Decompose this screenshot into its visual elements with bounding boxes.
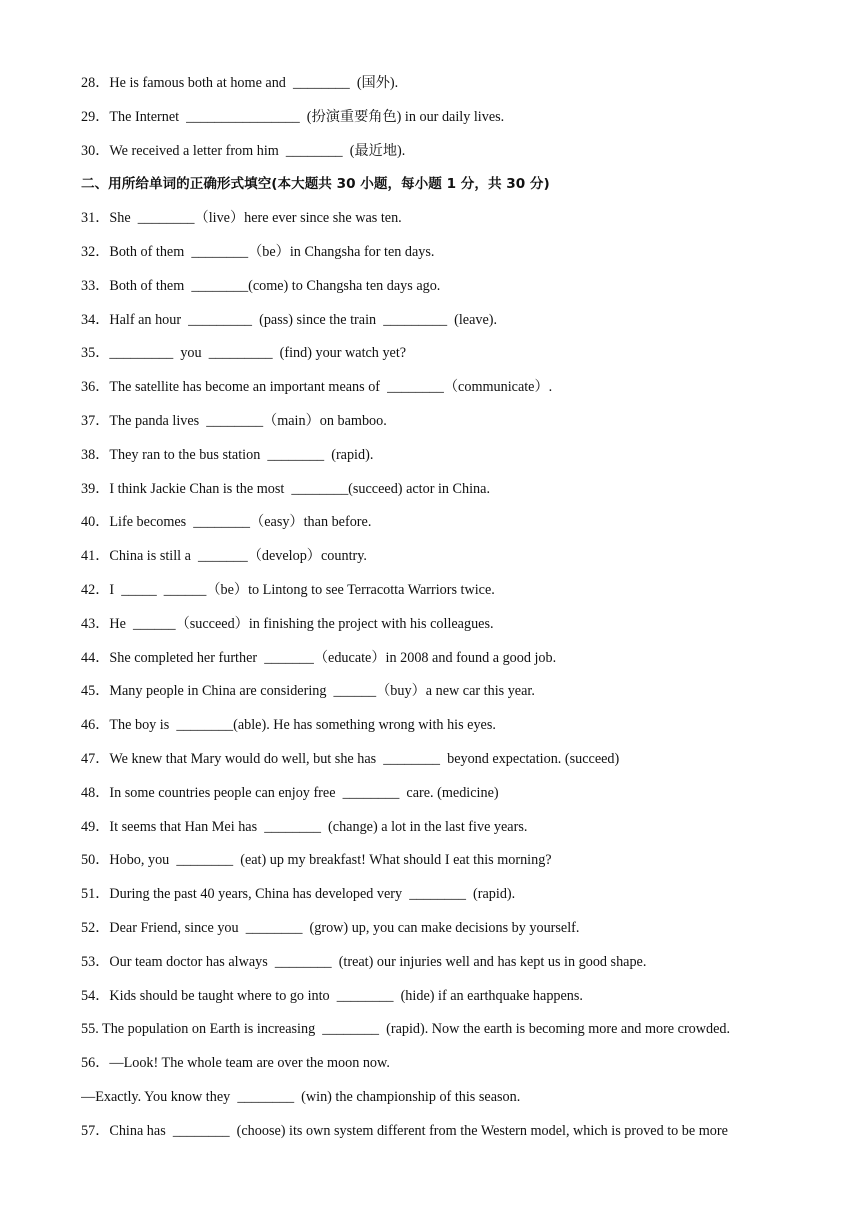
question-38: 38．They ran to the bus station ________ (rapid). [81, 447, 374, 463]
question-40: 40．Life becomes ________（easy）than before. [81, 514, 372, 530]
question-47: 47．We knew that Mary would do well, but she has ________ beyond expectation. (succeed) [81, 751, 620, 767]
question-28: 28．He is famous both at home and ________ (国外). [81, 75, 399, 91]
question-29: 29．The Internet ________________ (扮演重要角色) in our daily lives. [81, 109, 505, 125]
question-53: 53．Our team doctor has always ________ (treat) our injuries well and has kept us in good shape. [81, 954, 647, 970]
question-42: 42．I _____ ______（be）to Lintong to see Terracotta Warriors twice. [81, 582, 495, 598]
section-heading: 二、用所给单词的正确形式填空(本大题共 30 小题，每小题 1 分，共 30 分) [81, 176, 550, 192]
question-51: 51．During the past 40 years, China has developed very ________ (rapid). [81, 886, 516, 902]
question-54: 54．Kids should be taught where to go into ________ (hide) if an earthquake happens. [81, 988, 583, 1004]
question-44: 44．She completed her further _______（educate）in 2008 and found a good job. [81, 650, 557, 666]
question-43: 43．He ______（succeed）in finishing the project with his colleagues. [81, 616, 494, 632]
question-50: 50．Hobo, you ________ (eat) up my breakfast! What should I eat this morning? [81, 852, 552, 868]
question-55: 55. The population on Earth is increasing ________ (rapid). Now the earth is becoming more and more crowded. [81, 1021, 731, 1037]
question-52: 52．Dear Friend, since you ________ (grow) up, you can make decisions by yourself. [81, 920, 580, 936]
question-48: 48．In some countries people can enjoy free ________ care. (medicine) [81, 785, 499, 801]
question-56: 56．—Look! The whole team are over the moon now. [81, 1055, 390, 1071]
question-37: 37．The panda lives ________（main）on bamboo. [81, 413, 387, 429]
question-49: 49．It seems that Han Mei has ________ (change) a lot in the last five years. [81, 819, 528, 835]
question-56-reply: —Exactly. You know they ________ (win) the championship of this season. [81, 1089, 521, 1105]
question-46: 46．The boy is ________(able). He has something wrong with his eyes. [81, 717, 496, 733]
question-33: 33．Both of them ________(come) to Changsha ten days ago. [81, 278, 441, 294]
question-34: 34．Half an hour _________ (pass) since the train _________ (leave). [81, 312, 498, 328]
question-39: 39．I think Jackie Chan is the most ________(succeed) actor in China. [81, 481, 490, 497]
question-35: 35．_________ you _________ (find) your watch yet? [81, 345, 407, 361]
question-30: 30．We received a letter from him ________ (最近地). [81, 143, 406, 159]
question-41: 41．China is still a _______（develop）country. [81, 548, 367, 564]
question-36: 36．The satellite has become an important means of ________（communicate）. [81, 379, 553, 395]
question-31: 31．She ________（live）here ever since she was ten. [81, 210, 402, 226]
question-45: 45．Many people in China are considering ______（buy）a new car this year. [81, 683, 535, 699]
question-32: 32．Both of them ________（be）in Changsha for ten days. [81, 244, 435, 260]
question-57: 57．China has ________ (choose) its own system different from the Western model, which is proved to be more [81, 1123, 728, 1139]
